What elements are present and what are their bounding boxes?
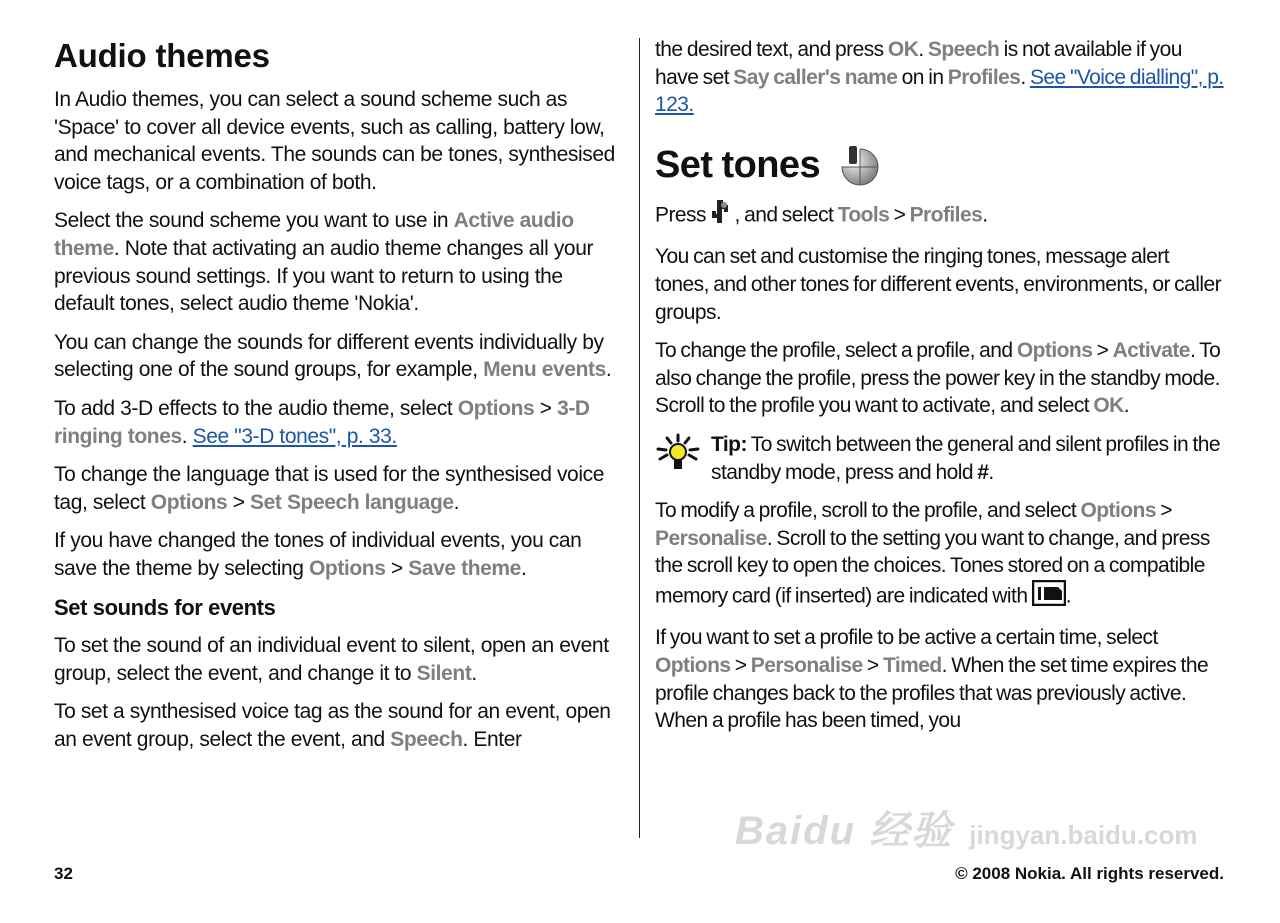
- text: Press: [655, 203, 711, 227]
- menu-command: Options: [1080, 499, 1156, 523]
- text: . To also change the profile, press the power key in the standby mode. Scroll to the profile you want to activate, and select: [655, 339, 1221, 418]
- text: To modify a profile, scroll to the profile, and select: [655, 499, 1081, 523]
- text: If you have changed the tones of individual events, you can save the theme by selecting: [54, 529, 582, 580]
- paragraph: [711, 431, 1225, 486]
- text: To switch between the general and silent profiles in the standby mode, press and hold: [711, 432, 1220, 484]
- tip-box: [655, 431, 1225, 486]
- text: .: [605, 358, 612, 382]
- text: >: [889, 203, 910, 227]
- watermark-url: jingyan.baidu.com: [969, 820, 1198, 850]
- copyright: © 2008 Nokia. All rights reserved.: [955, 864, 1224, 883]
- menu-command: Active audio theme: [54, 209, 574, 260]
- lightbulb-tip-icon: [655, 433, 701, 473]
- menu-command: Personalise: [655, 526, 767, 550]
- menu-command: Speech: [390, 727, 463, 751]
- profiles-app-icon: [839, 145, 881, 189]
- set-tones-title-text: Set tones: [655, 143, 821, 186]
- paragraph: [54, 461, 624, 516]
- menu-command: Options: [457, 396, 535, 420]
- menu-command: OK: [887, 38, 919, 61]
- menu-command: Options: [308, 556, 386, 580]
- menu-key-icon: [710, 199, 730, 233]
- menu-command: 3-D ringing tones: [54, 396, 590, 448]
- watermark: [735, 808, 1225, 856]
- text: .: [453, 490, 460, 514]
- page-number: 32: [54, 864, 73, 883]
- menu-command: Options: [655, 654, 731, 678]
- text: You can set and customise the ringing tones, message alert tones, and other tones for different events, environments, or caller groups.: [655, 245, 1222, 324]
- text: To set a synthesised voice tag as the sound for an event, open an event group, select the event, and: [54, 700, 611, 751]
- text: You can change the sounds for different events individually by selecting one of the sound groups, for example,: [54, 330, 604, 382]
- section-title-set-tones: [655, 143, 1225, 189]
- menu-command: Menu events: [483, 358, 606, 382]
- menu-command: Options: [1016, 339, 1093, 363]
- paragraph: [54, 698, 624, 753]
- text: .: [982, 203, 988, 227]
- text: .: [1123, 394, 1130, 418]
- text: If you want to set a profile to be active a certain time, select: [655, 626, 1158, 650]
- text: >: [227, 490, 251, 514]
- paragraph: [655, 497, 1225, 613]
- menu-command: Silent: [416, 661, 472, 685]
- text: .: [1065, 584, 1072, 608]
- text: on in: [897, 65, 948, 89]
- text: . Enter: [462, 727, 522, 751]
- text: >: [385, 556, 409, 580]
- text: .: [520, 556, 527, 580]
- menu-command: Speech: [927, 38, 1000, 61]
- text: To set the sound of an individual event to silent, open an event group, select the event, and change it to: [54, 634, 609, 685]
- subheading-set-sounds: Set sounds for events: [54, 594, 276, 620]
- paragraph: [54, 527, 624, 582]
- menu-command: Options: [150, 490, 228, 514]
- paragraph: [655, 337, 1225, 420]
- paragraph: [54, 86, 624, 196]
- text: .: [181, 424, 193, 448]
- text: .: [988, 460, 994, 484]
- paragraph: [54, 395, 624, 450]
- text: >: [1092, 339, 1113, 363]
- watermark-brand: Baidu 经验: [735, 809, 954, 853]
- text: To change the profile, select a profile, and: [655, 339, 1017, 363]
- cross-reference-link[interactable]: See "Voice dialling", p. 123.: [655, 65, 1224, 117]
- text: .: [471, 661, 477, 685]
- paragraph: [54, 207, 624, 317]
- text: the desired text, and press: [655, 38, 888, 61]
- bold-text: #: [977, 460, 989, 484]
- menu-command: Say caller's name: [733, 65, 898, 89]
- text: . When the set time expires the profile changes back to the profiles that was previously active. When a profile has been timed, you: [655, 654, 1209, 733]
- paragraph: [655, 36, 1225, 119]
- menu-command: Timed: [882, 654, 942, 678]
- paragraph: [655, 199, 1225, 233]
- menu-command: Activate: [1112, 339, 1190, 363]
- menu-command: Save theme: [408, 556, 521, 580]
- paragraph: [54, 632, 624, 687]
- paragraph: [655, 243, 1225, 326]
- text: . Note that activating an audio theme changes all your previous sound settings. If you want to return to using the default tones, select audio theme 'Nokia'.: [54, 236, 594, 316]
- text: .: [918, 38, 928, 61]
- menu-command: Personalise: [750, 654, 863, 678]
- text: In Audio themes, you can select a sound scheme such as 'Space' to cover all device events, such as calling, battery low, and mechanical events. The sounds can be tones, synthesised voice tags, or a combination of both.: [54, 88, 615, 194]
- menu-command: Tools: [837, 203, 890, 227]
- section-title-audio-themes: Audio themes: [54, 37, 270, 74]
- text: .: [1020, 65, 1030, 89]
- menu-command: Set Speech language: [250, 490, 454, 514]
- text: >: [534, 396, 558, 420]
- paragraph: [655, 624, 1225, 734]
- text: >: [730, 654, 751, 678]
- memory-card-icon: [1032, 580, 1066, 614]
- text: To change the language that is used for the synthesised voice tag, select: [54, 463, 604, 514]
- menu-command: Profiles: [909, 203, 983, 227]
- text: is not available if you have set: [655, 38, 1182, 89]
- column-divider: [639, 38, 640, 838]
- bold-text: Tip:: [711, 432, 747, 456]
- text: To add 3-D effects to the audio theme, select: [54, 396, 458, 420]
- left-column: [54, 34, 624, 764]
- text: >: [862, 654, 883, 678]
- text: . Scroll to the setting you want to change, and press the scroll key to open the choices. Tones stored on a compatible memory card (if inserted) are indicated with: [655, 526, 1210, 608]
- paragraph: [54, 329, 624, 384]
- text: >: [1155, 499, 1172, 523]
- cross-reference-link[interactable]: See "3-D tones", p. 33.: [192, 424, 397, 448]
- right-column: [655, 36, 1225, 746]
- text: Select the sound scheme you want to use in: [54, 209, 454, 233]
- menu-command: Profiles: [947, 65, 1021, 89]
- menu-command: OK: [1093, 394, 1124, 418]
- text: , and select: [730, 203, 838, 227]
